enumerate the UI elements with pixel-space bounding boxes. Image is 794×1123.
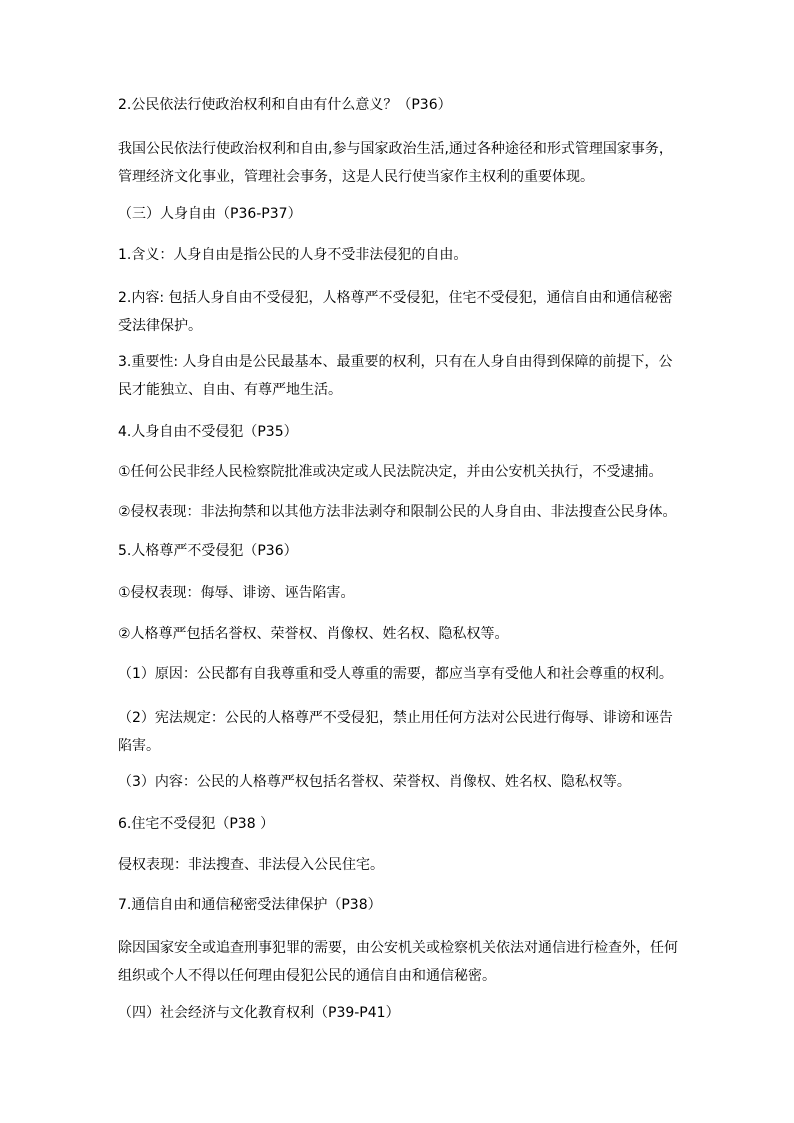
- text-line: 2.内容: 包括人身自由不受侵犯，人格尊严不受侵犯，住宅不受侵犯，通信自由和通信秘密: [118, 290, 673, 306]
- text-line: 5.人格尊严不受侵犯（P36）: [118, 543, 298, 559]
- text-line: 侵权表现：非法搜查、非法侵入公民住宅。: [118, 857, 384, 873]
- text-line: 6.住宅不受侵犯（P38 ）: [118, 816, 275, 832]
- text-line: 7.通信自由和通信秘密受法律保护（P38）: [118, 897, 382, 913]
- text-line: 除因国家安全或追查刑事犯罪的需要，由公安机关或检察机关依法对通信进行检查外，任何: [118, 940, 678, 956]
- item-5-heading: [118, 537, 684, 565]
- item-5-constitution: [118, 704, 684, 760]
- item-5-content: [118, 768, 684, 796]
- text-line: 4.人身自由不受侵犯（P35）: [118, 424, 298, 440]
- item-3-importance: [118, 348, 684, 404]
- item-4-point-1: [118, 458, 684, 486]
- text-line: 民才能独立、自由、有尊严地生活。: [118, 382, 342, 398]
- text-line: ①任何公民非经人民检察院批准或决定或人民法院决定，并由公安机关执行，不受逮捕。: [118, 464, 663, 480]
- text-line: 2.公民依法行使政治权利和自由有什么意义？（P36）: [118, 97, 452, 113]
- text-line: 陷害。: [118, 738, 160, 754]
- text-line: （四）社会经济与文化教育权利（P39-P41）: [118, 1005, 400, 1021]
- item-5-point-1: [118, 579, 684, 607]
- item-7-content: [118, 934, 684, 990]
- text-line: ②人格尊严包括名誉权、荣誉权、肖像权、姓名权、隐私权等。: [118, 626, 509, 642]
- item-5-reason: [118, 660, 684, 688]
- text-line: 管理经济文化事业，管理社会事务，这是人民行使当家作主权利的重要体现。: [118, 169, 594, 185]
- section-4-heading: [118, 999, 684, 1027]
- question-2-heading: [118, 91, 684, 119]
- item-6-heading: [118, 810, 684, 838]
- item-4-point-2: [118, 498, 684, 526]
- question-2-answer: [118, 135, 684, 191]
- text-line: 3.重要性: 人身自由是公民最基本、最重要的权利，只有在人身自由得到保障的前提下，公: [118, 354, 673, 370]
- text-line: ②侵权表现：非法拘禁和以其他方法非法剥夺和限制公民的人身自由、非法搜查公民身体。: [118, 504, 677, 520]
- item-1-definition: [118, 241, 684, 269]
- text-line: （1）原因：公民都有自我尊重和受人尊重的需要，都应当享有受他人和社会尊重的权利。: [118, 666, 673, 682]
- item-7-heading: [118, 891, 684, 919]
- text-line: （三）人身自由（P36-P37）: [118, 206, 302, 222]
- item-4-heading: [118, 418, 684, 446]
- text-line: ①侵权表现：侮辱、诽谤、诬告陷害。: [118, 585, 355, 601]
- text-line: （2）宪法规定：公民的人格尊严不受侵犯，禁止用任何方法对公民进行侮辱、诽谤和诬告: [118, 710, 673, 726]
- text-line: 组织或个人不得以任何理由侵犯公民的通信自由和通信秘密。: [118, 968, 496, 984]
- item-2-content: [118, 284, 684, 340]
- text-line: 我国公民依法行使政治权利和自由,参与国家政治生活,通过各种途径和形式管理国家事务，: [118, 141, 673, 157]
- section-3-heading: [118, 200, 684, 228]
- item-6-infringement: [118, 851, 684, 879]
- item-5-point-2: [118, 620, 684, 648]
- text-line: 1.含义：人身自由是指公民的人身不受非法侵犯的自由。: [118, 247, 468, 263]
- text-line: 受法律保护。: [118, 318, 202, 334]
- text-line: （3）内容：公民的人格尊严权包括名誉权、荣誉权、肖像权、姓名权、隐私权等。: [118, 774, 631, 790]
